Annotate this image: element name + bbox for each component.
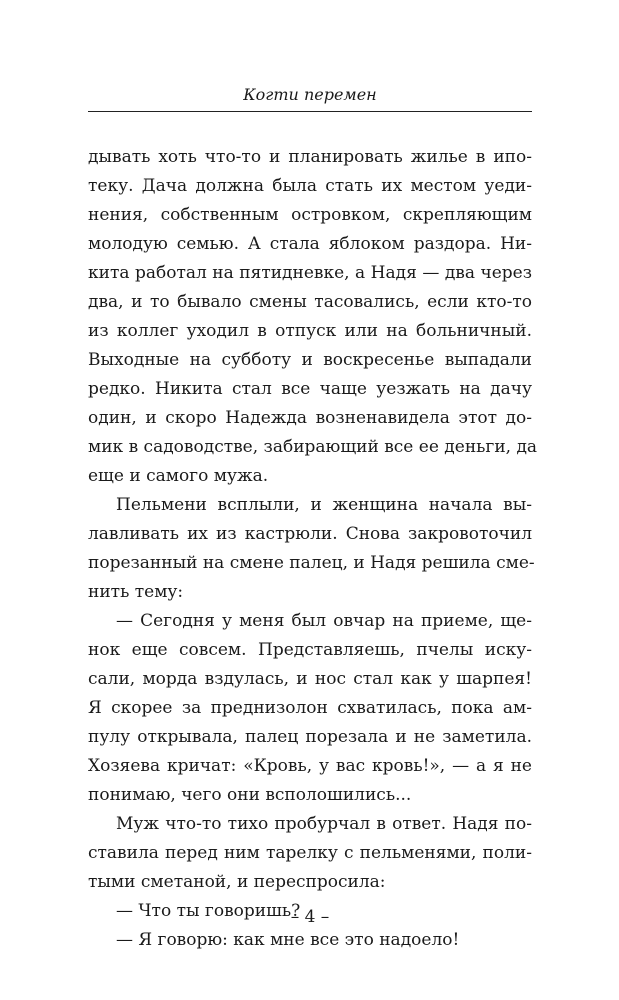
text-line: редко. Никита стал все чаще уезжать на дачу	[88, 379, 532, 399]
text-line: Муж что-то тихо пробурчал в ответ. Надя по-	[116, 814, 532, 834]
text-line: пулу открывала, палец порезала и не заметила.	[88, 727, 532, 747]
text-line: еще и самого мужа.	[88, 466, 269, 486]
text-line: ставила перед ним тарелку с пельменями, поли-	[88, 843, 532, 863]
text-line: молодую семью. А стала яблоком раздора. Ни-	[88, 234, 532, 254]
text-line: один, и скоро Надежда возненавидела этот до-	[88, 408, 532, 428]
text-line: — Я говорю: как мне все это надоело!	[116, 930, 460, 950]
text-line: Выходные на субботу и воскресенье выпадали	[88, 350, 532, 370]
text-line: нок еще совсем. Представляешь, пчелы иску-	[88, 640, 532, 660]
text-line: мик в садоводстве, забирающий все ее деньги, да	[88, 437, 538, 457]
text-line: Пельмени всплыли, и женщина начала вы-	[116, 495, 532, 515]
text-line: из коллег уходил в отпуск или на больничный.	[88, 321, 532, 341]
text-line: два, и то бывало смены тасовались, если кто-то	[88, 292, 532, 312]
text-line: лавливать их из кастрюли. Снова закровоточил	[88, 524, 532, 544]
text-line: Хозяева кричат: «Кровь, у вас кровь!», — а я не	[88, 756, 532, 776]
text-line: понимаю, чего они всполошились...	[88, 785, 412, 805]
text-line: теку. Дача должна была стать их местом уеди-	[88, 176, 532, 196]
text-line: дывать хоть что-то и планировать жилье в ипо-	[88, 147, 532, 167]
text-line: сали, морда вздулась, и нос стал как у шарпея!	[88, 669, 532, 689]
running-head-title: Когти перемен	[243, 85, 377, 104]
text-line: — Что ты говоришь?	[116, 901, 301, 921]
text-line: нения, собственным островком, скрепляющим	[88, 205, 532, 225]
header-rule	[88, 111, 532, 112]
text-line: порезанный на смене палец, и Надя решила сме-	[88, 553, 535, 573]
body-text	[88, 143, 538, 955]
text-line: тыми сметаной, и переспросила:	[88, 872, 386, 892]
page-number: – 4 –	[290, 907, 330, 927]
text-line: Я скорее за преднизолон схватилась, пока ам-	[88, 698, 532, 718]
text-line: нить тему:	[88, 582, 184, 602]
text-line: — Сегодня у меня был овчар на приеме, ще-	[116, 611, 532, 631]
text-line: кита работал на пятидневке, а Надя — два через	[88, 263, 532, 283]
